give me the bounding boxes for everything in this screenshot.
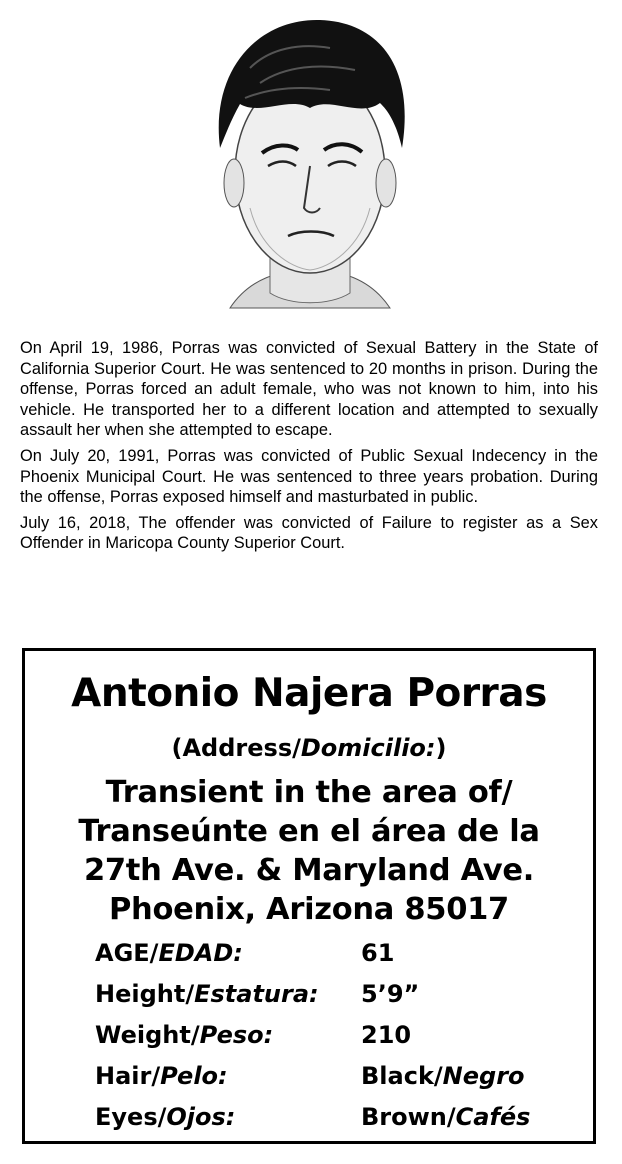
stat-label-hair — [95, 1056, 228, 1097]
address-line-3: 27th Ave. & Maryland Ave. — [83, 853, 535, 888]
stat-row-age — [95, 933, 575, 974]
stat-label-height — [95, 974, 319, 1015]
stat-value-age — [361, 933, 394, 974]
conviction-paragraph-1: On April 19, 1986, Porras was convicted of Sexual Battery in the State of California Superior Court. He was sentenced to 20 months in prison. During the offense, Porras forced an adult female, who was not known to him, into his vehicle. He transported her to a different location and attempted to sexually assault her when she attempted to escape. — [20, 339, 598, 440]
stat-label-weight — [95, 1015, 273, 1056]
stat-value-eyes-en: Brown/ — [361, 1103, 456, 1131]
address-label-spanish: Domicilio: — [300, 734, 436, 762]
conviction-paragraph-3: July 16, 2018, The offender was convicted of Failure to register as a Sex Offender in Maricopa County Superior Court. — [20, 513, 598, 553]
address-label-suffix: ) — [435, 734, 447, 762]
address-line-4: Phoenix, Arizona 85017 — [109, 892, 509, 927]
stat-label-age-en: AGE/ — [95, 939, 159, 967]
address-block — [25, 773, 593, 929]
conviction-paragraph-2: On July 20, 1991, Porras was convicted of Public Sexual Indecency in the Phoenix Municipal Court. He was sentenced to three years probation. During the offense, Porras exposed himself and masturbated in public. — [20, 446, 598, 507]
stat-label-height-en: Height/ — [95, 980, 195, 1008]
stat-value-hair-es: Negro — [442, 1062, 525, 1090]
stat-value-age-en: 61 — [361, 939, 395, 967]
address-line-1: Transient in the area of/ — [105, 775, 513, 810]
stat-value-hair — [361, 1056, 525, 1097]
stat-label-age — [95, 933, 243, 974]
conviction-history — [20, 338, 598, 559]
stat-label-age-es: EDAD: — [158, 939, 243, 967]
stat-row-eyes — [95, 1097, 575, 1138]
stat-label-weight-en: Weight/ — [95, 1021, 200, 1049]
stat-label-weight-es: Peso: — [199, 1021, 274, 1049]
offender-photo — [190, 8, 430, 318]
stat-row-hair — [95, 1056, 575, 1097]
stat-value-eyes — [361, 1097, 530, 1138]
stat-label-eyes-en: Eyes/ — [95, 1103, 167, 1131]
address-line-2: Transeúnte en el área de la — [78, 814, 540, 849]
address-label-prefix: (Address/ — [171, 734, 301, 762]
stat-value-eyes-es: Cafés — [455, 1103, 531, 1131]
stat-label-hair-en: Hair/ — [95, 1062, 161, 1090]
offender-info-box — [22, 648, 596, 1144]
stat-value-weight-en: 210 — [361, 1021, 412, 1049]
stat-row-height — [95, 974, 575, 1015]
stat-row-weight — [95, 1015, 575, 1056]
stat-label-hair-es: Pelo: — [160, 1062, 228, 1090]
stat-label-eyes — [95, 1097, 235, 1138]
stat-value-hair-en: Black/ — [361, 1062, 443, 1090]
offender-name: Antonio Najera Porras — [71, 671, 547, 716]
stat-label-height-es: Estatura: — [194, 980, 319, 1008]
stat-value-weight — [361, 1015, 411, 1056]
stat-value-height — [361, 974, 419, 1015]
stat-value-height-en: 5’9” — [361, 980, 420, 1008]
portrait-image — [190, 8, 430, 318]
address-label — [25, 733, 593, 763]
stat-label-eyes-es: Ojos: — [166, 1103, 236, 1131]
physical-description — [95, 933, 575, 1138]
